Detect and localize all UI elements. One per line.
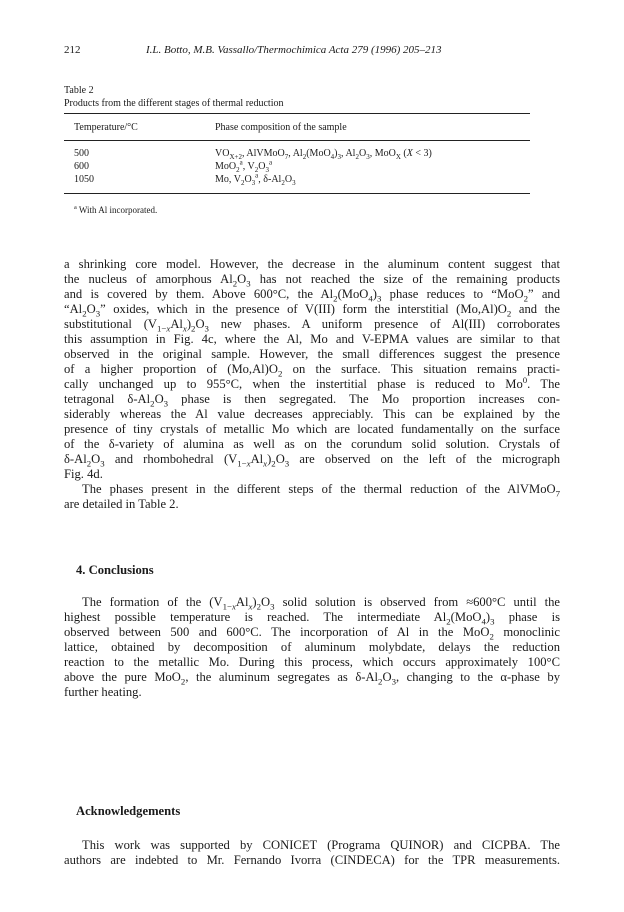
table-cell-phase: $VO_{X+2}$, AlVMoO$_7$, $Al_2(MoO_4)_3$, $Al_2O_3$, MoO$_X$ (X < 3) bbox=[215, 148, 432, 161]
ack-line: authors are indebted to Mr. Fernando Ivorra (CINDECA) for the TPR measurements. bbox=[64, 853, 560, 867]
page-number: 212 bbox=[64, 44, 81, 56]
running-title: I.L. Botto, M.B. Vassallo/Thermochimica Acta 279 (1996) 205–213 bbox=[146, 44, 442, 56]
table-top-rule bbox=[64, 113, 530, 114]
table-cell-phase: MoO$_2^a$, $V_2O_3^a$ bbox=[215, 158, 273, 174]
table-cell-temp: 500 bbox=[74, 148, 89, 159]
section-heading-conclusions: 4. Conclusions bbox=[76, 563, 154, 577]
table-cell-phase: Mo, $V_2O_3^a$, $\delta-Al_2O_3$ bbox=[215, 171, 296, 187]
table-caption bbox=[64, 84, 283, 110]
paragraph: The formation of the $(V_{1-x}Al_x)_2O_3$ solid solution is observed from ≈600°C until the highest possible temperature is reached. The intermediate $Al_2(MoO_4)_3$ phase is observed between 500 and 600°C. The incorporation of Al in the MoO$_2$ monoclinic lattice, obtained by decomposition of aluminum molybdate, delays the reduction reaction to the metallic Mo. During this process, which occurs approximately 100°C above the pure MoO$_2$, the aluminum segregates as $\delta-Al_2O_3$, changing to the α-phase by further heating. bbox=[64, 595, 561, 699]
table-cell-temp: 1050 bbox=[74, 174, 94, 185]
table-label: Table 2 bbox=[64, 85, 94, 96]
table-header-rule bbox=[64, 140, 530, 141]
section-heading-acknowledgements: Acknowledgements bbox=[76, 804, 181, 818]
table-header-temperature: Temperature/°C bbox=[74, 122, 138, 133]
table-title: Products from the different stages of thermal reduction bbox=[64, 98, 284, 109]
table-header-phase: Phase composition of the sample bbox=[215, 122, 347, 133]
table-cell-temp: 600 bbox=[74, 161, 89, 172]
table-bottom-rule bbox=[64, 193, 530, 194]
table-footnote: $^a$ With Al incorporated. bbox=[74, 204, 158, 215]
paragraph bbox=[64, 838, 560, 868]
ack-line: This work was supported by CONICET (Programa QUINOR) and CICPBA. The bbox=[82, 838, 560, 852]
paragraph: a shrinking core model. However, the decrease in the aluminum content suggest that the nucleus of amorphous $Al_2O_3$ has not reached the size of the remaining products and is covered by them. Above 600°C, the $Al_2(MoO_4)_3$ phase reduces to “MoO$_2$” and “$Al_2O_3$” oxides, which in the presence of V(III) form the interstitial $(Mo,Al)O_2$ and the substitutional $(V_{1-x}Al_x)_2O_3$ new phases. A uniform presence of Al(III) corroborates this assumption in Fig. 4c, where the Al, Mo and V-EPMA values are similar to that observed in the original sample. However, the small differences suggest the presence of a higher proportion of $(Mo,Al)O_2$ on the surface. This situation remains practi- cally unchanged up to 955°C, when the instertitial phase is reduced to Mo$^0$. The tetragonal $\delta-Al_2O_3$ phase is then segregated. The Mo proportion increases con- siderably whereas the Al value decreases appreciably. This can be explained by the presence of tiny crystals of metallic Mo which are located fundamentally on the surface of the δ-variety of alumina as well as on the corundum solid solution. Crystals of $\delta-Al_2O_3$ and rhombohedral $(V_{1-x}Al_x)_2O_3$ are observed on the left of the micrograph Fig. 4d. The phases present in the different steps of the thermal reduction of the AlVMoO$_7$ are detailed in Table 2. bbox=[64, 257, 561, 511]
